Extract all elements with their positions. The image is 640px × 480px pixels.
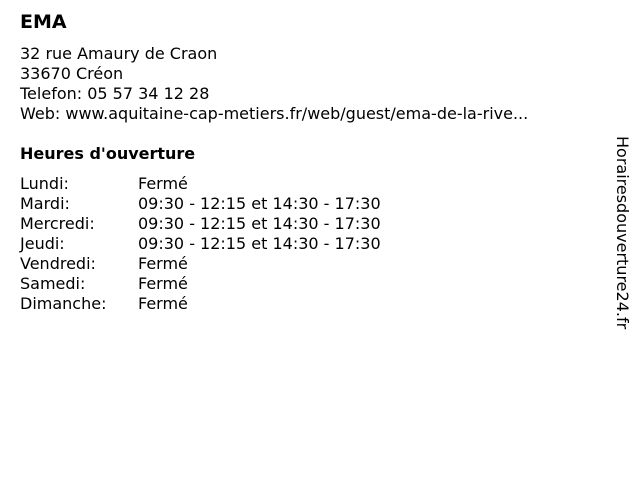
address-street: 32 rue Amaury de Craon — [20, 44, 218, 63]
day-label: Mercredi: — [20, 214, 95, 233]
hours-row-mardi — [20, 194, 381, 214]
day-label: Samedi: — [20, 274, 86, 293]
day-hours: Fermé — [138, 274, 188, 293]
day-hours: 09:30 - 12:15 et 14:30 - 17:30 — [138, 194, 381, 213]
business-contact — [20, 44, 528, 124]
site-watermark: Horairesdouverture24.fr — [613, 136, 632, 330]
day-label: Mardi: — [20, 194, 70, 213]
day-hours: Fermé — [138, 254, 188, 273]
day-hours: Fermé — [138, 294, 188, 313]
day-hours: 09:30 - 12:15 et 14:30 - 17:30 — [138, 234, 381, 253]
hours-row-lundi — [20, 174, 381, 194]
address-city: 33670 Créon — [20, 64, 124, 83]
day-hours: Fermé — [138, 174, 188, 193]
website-link[interactable]: Web: www.aquitaine-cap-metiers.fr/web/guest/ema-de-la-rive... — [20, 104, 529, 123]
business-name: EMA — [20, 11, 67, 33]
day-label: Vendredi: — [20, 254, 96, 273]
hours-row-dimanche — [20, 294, 381, 314]
hours-table — [20, 174, 381, 314]
hours-row-samedi — [20, 274, 381, 294]
day-label: Dimanche: — [20, 294, 107, 313]
phone-number: Telefon: 05 57 34 12 28 — [20, 84, 210, 103]
hours-row-vendredi — [20, 254, 381, 274]
day-label: Lundi: — [20, 174, 69, 193]
hours-row-jeudi — [20, 234, 381, 254]
hours-title: Heures d'ouverture — [20, 144, 196, 163]
day-hours: 09:30 - 12:15 et 14:30 - 17:30 — [138, 214, 381, 233]
hours-row-mercredi — [20, 214, 381, 234]
day-label: Jeudi: — [20, 234, 65, 253]
